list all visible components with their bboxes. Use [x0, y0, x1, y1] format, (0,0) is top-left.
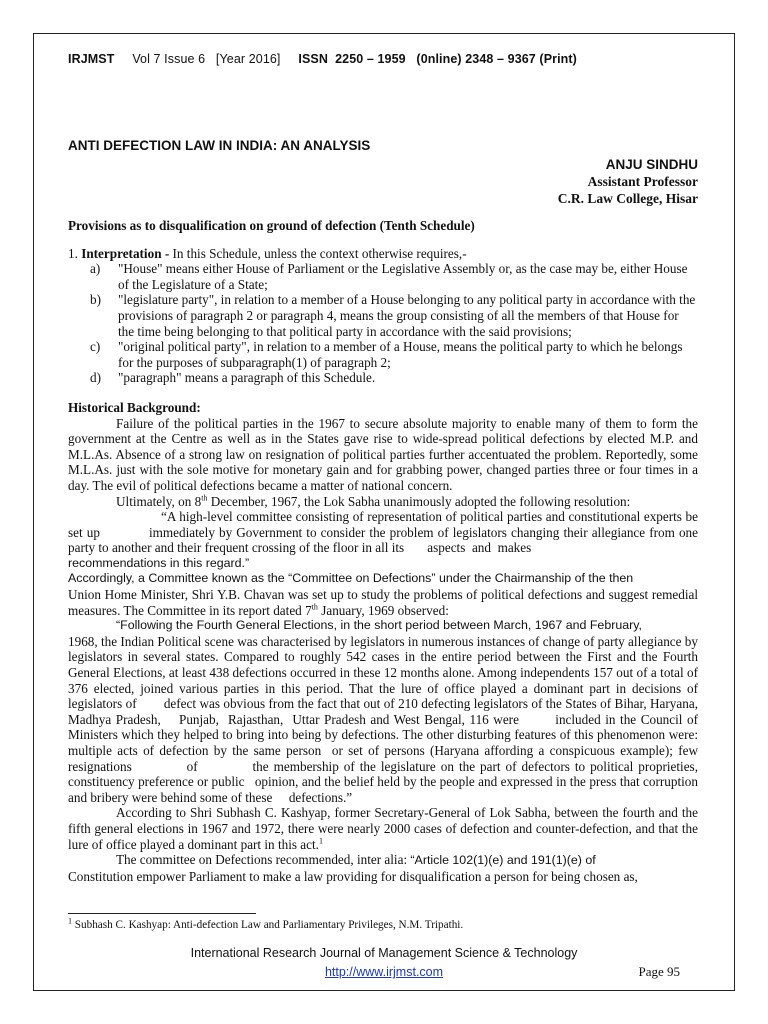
committee-quote: 1968, the Indian Political scene was characterised by legislators in numerous instances of change of party allegiance by legislators in several states. Compared to roughly 542 cases in the entire period between the First and the Fourth General Elections, at least 438 defections occurred in these 12 months alone. Among independents 157 out of a total of 376 elected, joined various parties in this period. That the lure of office played a dominant part in decisions of legislators of defect was obvious from the fact that out of 210 defecting legislators of the States of Bihar, Haryana, Madhya Pradesh, Punjab, Rajasthan, Uttar Pradesh and West Bengal, 116 were included in the Council of Ministers which they helped to bring into being by defections. The other disturbing features of this phenomenon were: multiple acts of defection by the same person or set of persons (Haryana affording a conspicuous example); few resignations of the membership of the legislature on the part of defectors to political proprieties, constituency preference or public opinion, and the belief held by the people and expressed in the press that corruption and bribery were behind some of these defections.” — [68, 633, 735, 805]
paragraph: Accordingly, a Committee known as the “Committee on Defections” under the Chairmanship of the then — [68, 571, 634, 586]
resolution-quote: “A high-level committee consisting of representation of political parties and constitutional experts be set up immediately by Government to consider the problem of legislators changing their allegiance from one party to another and their frequent crossing of the floor in all its aspects and makes — [68, 509, 702, 556]
historical-heading: Historical Background: — [68, 399, 201, 415]
list-item: d) "paragraph" means a paragraph of this Schedule. — [90, 370, 376, 386]
paragraph: Failure of the political parties in the 1967 to secure absolute majority to enable many of them to form the government at the Centre as well as in the States gave rise to wide-spread political defections by elected M.P. and M.L.As. Absence of a strong law on resignation of political parties further accentuated the problem. Reportedly, some M.L.As. just with the sole motive for monetary gain and for grabbing power, changed parties three or four times in a day. The evil of political defections became a matter of national concern. — [68, 415, 698, 493]
paragraph: The committee on Defections recommended, inter alia: “Article 102(1)(e) and 191(1)(e) of — [116, 852, 596, 868]
article-title: ANTI DEFECTION LAW IN INDIA: AN ANALYSIS — [68, 138, 371, 153]
issn: ISSN 2250 – 1959 (0nline) 2348 – 9367 (Print) — [298, 52, 577, 66]
page-number: Page 95 — [638, 964, 680, 979]
footer-journal-name: International Research Journal of Management Science & Technology — [190, 946, 578, 960]
author-name: ANJU SINDHU — [605, 157, 698, 172]
interpretation-intro: 1. Interpretation - In this Schedule, unless the context otherwise requires,- — [68, 245, 467, 261]
author-position: Assistant Professor — [587, 174, 698, 189]
section-heading: Provisions as to disqualification on ground of defection (Tenth Schedule) — [68, 218, 475, 233]
author-block — [558, 156, 698, 207]
list-item: c) "original political party", in relation to a member of a House, means the political party to which he belongs for the purposes of subparagraph(1) of paragraph 2; — [90, 339, 683, 370]
running-header — [68, 52, 577, 66]
definitions-list — [68, 261, 698, 386]
paragraph: Constitution empower Parliament to make a law providing for disqualification a person for being chosen as, — [68, 868, 638, 884]
interpretation-label: Interpretation - — [81, 245, 170, 261]
journal-abbr: IRJMST — [68, 52, 115, 66]
footnote-ref[interactable]: 1 — [318, 836, 323, 846]
article-body — [68, 218, 735, 884]
author-affiliation: C.R. Law College, Hisar — [557, 191, 698, 206]
volume-issue: Vol 7 Issue 6 [Year 2016] — [132, 52, 281, 66]
paragraph: Ultimately, on 8th December, 1967, the Lok Sabha unanimously adopted the following resolution: — [116, 493, 631, 509]
list-item: b) "legislature party", in relation to a member of a House belonging to any political party in accordance with the provisions of paragraph 2 or paragraph 4, means the group consisting of all the members of that House for the time being belonging to that political party in accordance with the said provisions; — [90, 292, 696, 339]
footnote: $^1$ Subhash C. Kashyap: Anti-defection Law and Parliamentary Privileges, N.M. Tripathi. — [68, 916, 464, 931]
paragraph: According to Shri Subhash C. Kashyap, former Secretary-General of Lok Sabha, between the fourth and the fifth general elections in 1967 and 1972, there were nearly 2000 cases of defection and counter-defection, and that the lure of office played a dominant part in this act.$^1$ — [68, 805, 698, 852]
footer-url-link[interactable]: http://www.irjmst.com — [324, 965, 444, 979]
list-item: a) "House" means either House of Parliament or the Legislative Assembly or, as the case may be, either House of the Legislature of a State; — [90, 261, 688, 292]
footnote-divider — [68, 913, 256, 914]
paragraph: Union Home Minister, Shri Y.B. Chavan was set up to study the problems of political defections and suggest remedial measures. The Committee in its report dated 7th January, 1969 observed: — [68, 587, 698, 618]
resolution-quote-end: recommendations in this regard.” — [68, 555, 250, 570]
committee-quote-start: “Following the Fourth General Elections, in the short period between March, 1967 and February, — [116, 618, 642, 633]
